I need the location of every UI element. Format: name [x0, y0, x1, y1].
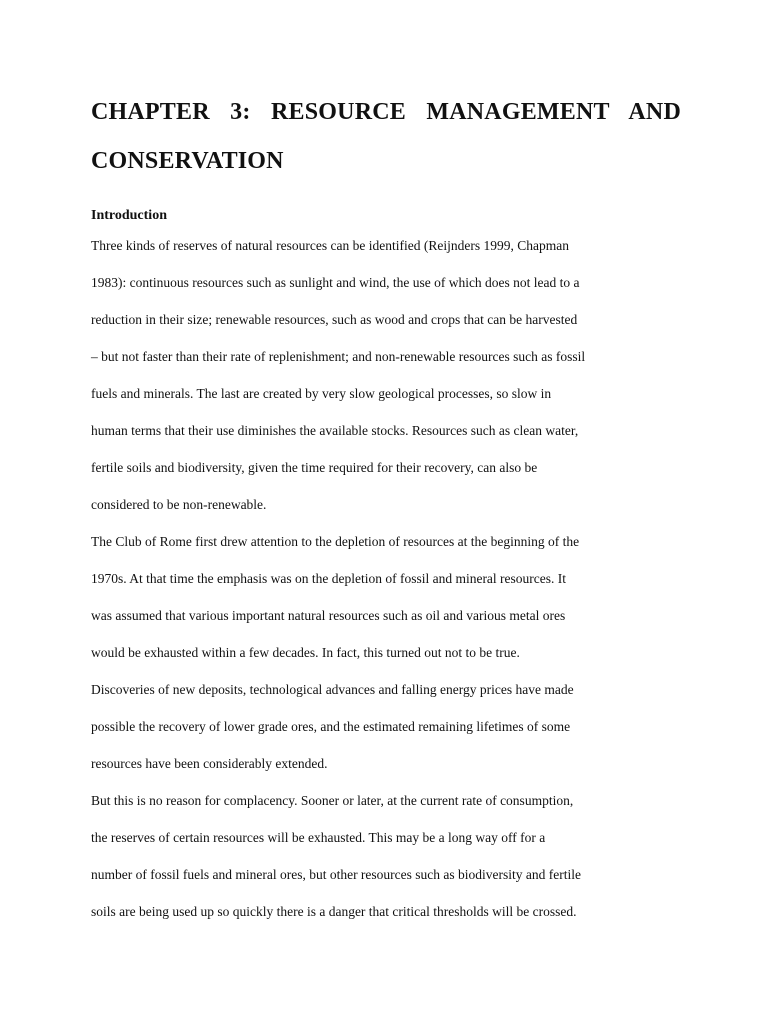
text-line: soils are being used up so quickly there is a danger that critical thresholds will be crossed.: [91, 904, 577, 919]
text-line: – but not faster than their rate of replenishment; and non-renewable resources such as fossil: [91, 349, 586, 364]
text-line: But this is no reason for complacency. Sooner or later, at the current rate of consumption,: [91, 793, 574, 808]
section-heading-introduction: Introduction: [91, 208, 167, 223]
text-line: human terms that their use diminishes the available stocks. Resources such as clean water,: [91, 423, 579, 438]
text-line: Three kinds of reserves of natural resources can be identified (Reijnders 1999, Chapman: [91, 238, 569, 253]
text-line: 1983): continuous resources such as sunlight and wind, the use of which does not lead to a: [91, 275, 580, 290]
text-line: possible the recovery of lower grade ores, and the estimated remaining lifetimes of some: [91, 719, 571, 734]
text-line: the reserves of certain resources will be exhausted. This may be a long way off for a: [91, 830, 546, 845]
text-line: would be exhausted within a few decades. In fact, this turned out not to be true.: [91, 645, 520, 660]
text-line: was assumed that various important natural resources such as oil and various metal ores: [91, 608, 566, 623]
document-page: [91, 88, 681, 930]
text-line: 1970s. At that time the emphasis was on the depletion of fossil and mineral resources. It: [91, 571, 567, 586]
text-line: considered to be non-renewable.: [91, 497, 267, 512]
chapter-title: [91, 88, 681, 186]
text-line: The Club of Rome first drew attention to the depletion of resources at the beginning of the: [91, 534, 580, 549]
text-line: number of fossil fuels and mineral ores, but other resources such as biodiversity and fertile: [91, 867, 581, 882]
text-line: fertile soils and biodiversity, given the time required for their recovery, can also be: [91, 460, 538, 475]
chapter-title-line-2: CONSERVATION: [91, 148, 284, 174]
chapter-title-line-1: CHAPTER 3: RESOURCE MANAGEMENT AND: [91, 99, 681, 125]
text-line: reduction in their size; renewable resources, such as wood and crops that can be harvested: [91, 312, 578, 327]
text-line: Discoveries of new deposits, technological advances and falling energy prices have made: [91, 682, 574, 697]
body-text: [91, 227, 681, 930]
text-line: fuels and minerals. The last are created by very slow geological processes, so slow in: [91, 386, 552, 401]
text-line: resources have been considerably extended.: [91, 756, 328, 771]
